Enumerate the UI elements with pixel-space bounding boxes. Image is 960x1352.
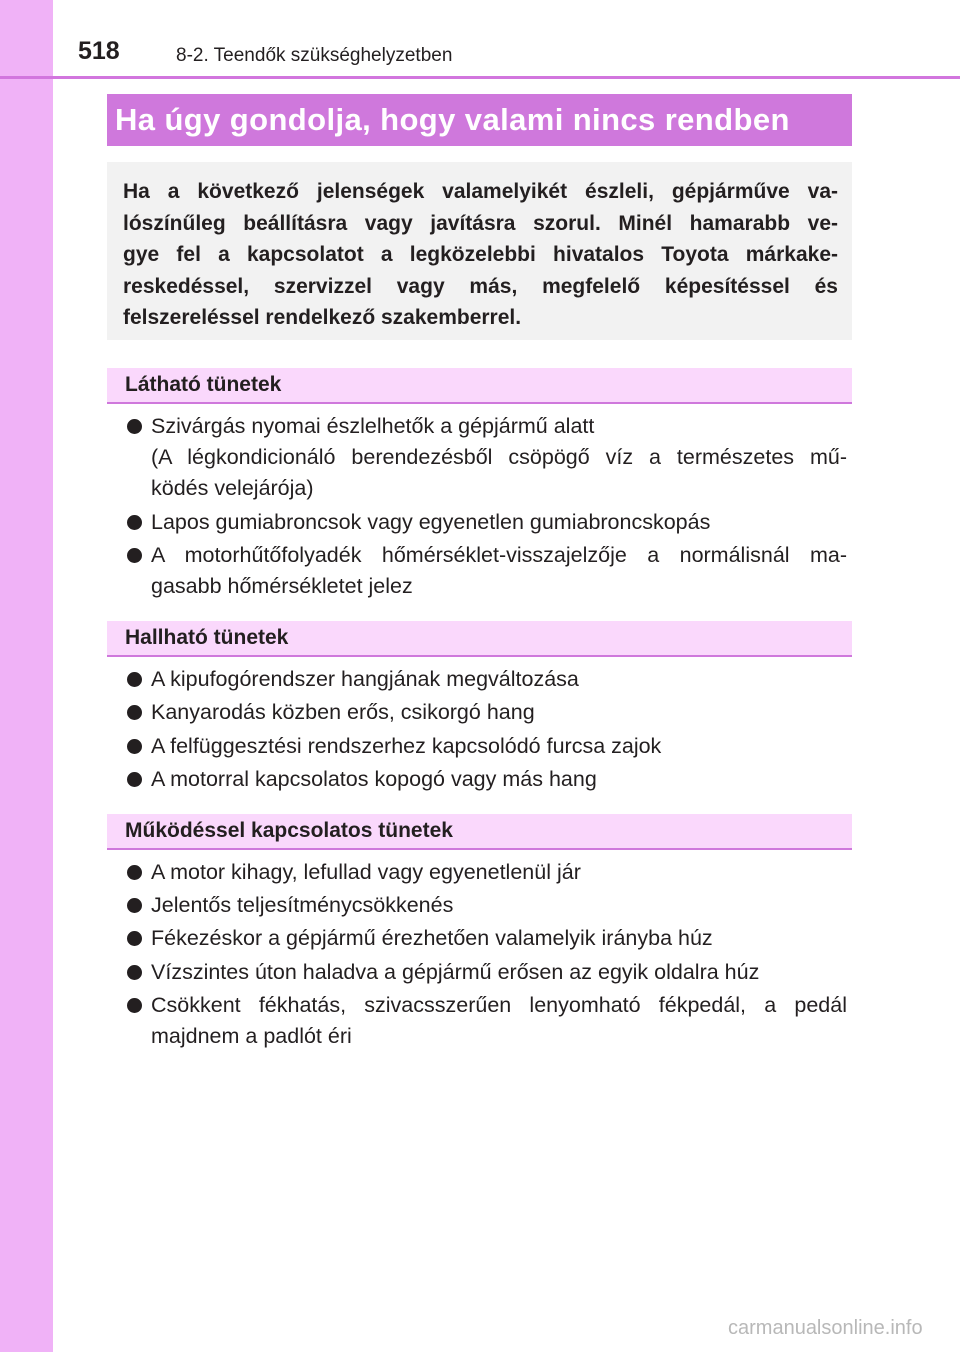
list-item: [125, 857, 847, 888]
list-item: [125, 923, 847, 954]
item-line: Lapos gumiabroncsok vagy egyenetlen gumiabroncskopás: [151, 510, 711, 534]
header-rule: [0, 76, 960, 79]
bullet-icon: [127, 898, 142, 913]
page-title: Ha úgy gondolja, hogy valami nincs rendben: [107, 94, 852, 146]
section-heading-operational: Működéssel kapcsolatos tünetek: [107, 814, 852, 850]
list-item: [125, 411, 847, 504]
list-item: [125, 957, 847, 988]
section-heading-visible: Látható tünetek: [107, 368, 852, 404]
item-line: ködés velejárója): [151, 476, 314, 500]
bullet-icon: [127, 739, 142, 754]
list-item: [125, 540, 847, 602]
item-line: A felfüggesztési rendszerhez kapcsolódó furcsa zajok: [151, 734, 662, 758]
list-item: [125, 664, 847, 695]
intro-line: Ha a következő jelenségek valamelyikét észleli, gépjárműve va-: [123, 180, 838, 203]
item-line: majdnem a padlót éri: [151, 1024, 352, 1048]
bullet-icon: [127, 705, 142, 720]
watermark: carmanualsonline.info: [728, 1317, 923, 1339]
bullet-icon: [127, 515, 142, 530]
bullet-icon: [127, 548, 142, 563]
item-line: A motor kihagy, lefullad vagy egyenetlenül jár: [151, 860, 581, 884]
side-tab-strip: [0, 0, 53, 1352]
item-line: A motorhűtőfolyadék hőmérséklet-visszajelzője a normálisnál ma-: [151, 543, 847, 567]
list-item: [125, 890, 847, 921]
list-item: [125, 731, 847, 762]
bullet-icon: [127, 672, 142, 687]
item-line: Vízszintes úton haladva a gépjármű erősen az egyik oldalra húz: [151, 960, 760, 984]
item-line: (A légkondicionáló berendezésből csöpögő víz a természetes mű-: [151, 445, 847, 469]
list-item: [125, 507, 847, 538]
page-number: 518: [78, 37, 120, 65]
section-heading-audible: Hallható tünetek: [107, 621, 852, 657]
item-line: gasabb hőmérsékletet jelez: [151, 574, 413, 598]
intro-line: felszereléssel rendelkező szakemberrel.: [123, 306, 522, 329]
item-line: A motorral kapcsolatos kopogó vagy más hang: [151, 767, 597, 791]
bullet-icon: [127, 931, 142, 946]
intro-box: [107, 162, 852, 340]
item-line: Szivárgás nyomai észlelhetők a gépjármű alatt: [151, 414, 595, 438]
intro-line: gye fel a kapcsolatot a legközelebbi hivatalos Toyota márkake-: [123, 243, 838, 266]
list-item: [125, 990, 847, 1052]
list-item: [125, 697, 847, 728]
bullet-icon: [127, 998, 142, 1013]
item-line: Kanyarodás közben erős, csikorgó hang: [151, 700, 535, 724]
section-reference: 8-2. Teendők szükséghelyzetben: [176, 45, 453, 66]
item-line: Csökkent fékhatás, szivacsszerűen lenyomható fékpedál, a pedál: [151, 993, 847, 1017]
bullet-icon: [127, 772, 142, 787]
item-line: Fékezéskor a gépjármű érezhetően valamelyik irányba húz: [151, 926, 713, 950]
intro-line: lószínűleg beállításra vagy javításra szorul. Minél hamarabb ve-: [123, 211, 838, 235]
bullet-icon: [127, 865, 142, 880]
item-line: A kipufogórendszer hangjának megváltozása: [151, 667, 579, 691]
item-line: Jelentős teljesítménycsökkenés: [151, 893, 454, 917]
bullet-icon: [127, 965, 142, 980]
list-item: [125, 764, 847, 795]
intro-line: reskedéssel, szervizzel vagy más, megfelelő képesítéssel és: [123, 274, 838, 298]
bullet-icon: [127, 419, 142, 434]
